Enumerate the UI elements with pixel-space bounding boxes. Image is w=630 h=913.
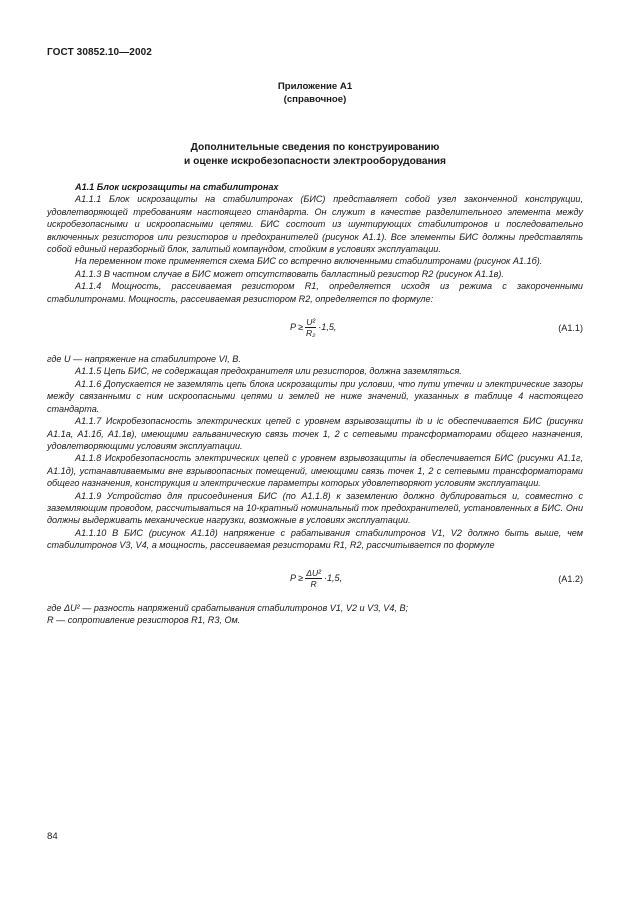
section-title-line2: и оценке искробезопасности электрооборудования [184, 155, 446, 167]
appendix-heading [47, 81, 583, 106]
paragraph-a1-1-6: А1.1.6 Допускается не заземлять цепь блока искрозащиты при условии, что пути утечки и электрические зазоры между связанными с ним искроопасными цепями и землей не ниже значений, указанных в таблице 4 настоящего стандарта. [47, 378, 583, 414]
paragraph-a1-1-8: А1.1.8 Искробезопасность электрических цепей с уровнем взрывозащиты ia обеспечивается БИС (рисунки А1.1г, А1.1д), устанавливаемыми вне взрывоопасных помещений, имеющими связь точек 1, 2 с сетевыми трансформаторами общего назначения, конструкция и электрические параметры которых удовлетворяют условиям эксплуатации. [47, 453, 583, 489]
formula-a1-1-fraction [305, 317, 316, 338]
formula-a1-1-factor: ·1,5, [318, 322, 337, 333]
formula-a1-1-denominator: R₂ [306, 328, 316, 339]
paragraph-a1-1-1: А1.1.1 Блок искрозащиты на стабилитронах (БИС) представляет собой узел законченной конструкции, удовлетворяющей требованиям настоящего стандарта. Он служит в качестве разделительного элемента между искробезопасными и искроопасными цепями. БИС состоит из шунтирующих стабилитронов и последовательно включенных резисторов или резисторов и предохранителей (рисунок А1.1). Все элементы БИС должны представлять собой единый неразборный блок, залитый компаундом, стойким в условиях эксплуатации. [47, 194, 583, 255]
paragraph-a1-1-7: А1.1.7 Искробезопасность электрических цепей с уровнем взрывозащиты ib и ic обеспечивается БИС (рисунки А1.1а, А1.1б, А1.1в), имеющими гальваническую связь точек 1, 2 с сетевыми трансформаторами общего назначения, удовлетворяющими условиям эксплуатации. [47, 416, 583, 451]
formula-a1-2-number: (А1.2) [558, 573, 583, 584]
paragraph-a1-1-1-ac: На переменном токе применяется схема БИС со встречно включенными стабилитронами (рисунок А1.1б). [75, 256, 543, 267]
formula-a1-1-expression [290, 317, 336, 338]
formula-a1-2-fraction [305, 568, 322, 589]
paragraph-a1-1-3: А1.1.3 В частном случае в БИС может отсутствовать балластный резистор R2 (рисунок А1.1в). [75, 268, 504, 279]
formula-a1-1-legend: где U — напряжение на стабилитроне VI, В. [47, 354, 241, 365]
formula-a1-1 [47, 311, 583, 343]
formula-a1-2-numerator: ΔU² [306, 567, 321, 578]
page-number: 84 [47, 831, 58, 842]
formula-a1-1-numerator: U² [306, 317, 316, 328]
formula-a1-2 [47, 562, 583, 594]
formula-a1-2-legend-2: R — сопротивление резисторов R1, R3, Ом. [47, 614, 241, 625]
paragraph-a1-1-4: А1.1.4 Мощность, рассеиваемая резистором R1, определяется исходя из режима с закороченными стабилитронами. Мощность, рассеиваемая резистором R2, определяется по формуле: [47, 281, 583, 304]
paragraph-a1-1-9: А1.1.9 Устройство для присоединения БИС (по А1.1.8) к заземлению должно дублироваться и, совместно с заземляющим проводом, рассчитываться на 10-кратный номинальный ток предохранителей, установленных в БИС. Они должны выдерживать механические нагрузки, возможные в условиях эксплуатации. [47, 490, 583, 526]
formula-a1-1-lhs: P ≥ [290, 322, 304, 333]
standard-header: ГОСТ 30852.10—2002 [47, 47, 152, 58]
formula-a1-1-number: (А1.1) [558, 323, 583, 334]
subsection-heading: А1.1 Блок искрозащиты на стабилитронах [75, 182, 279, 192]
formula-a1-2-legend-1: где ΔU² — разность напряжений срабатывания стабилитронов V1, V2 и V3, V4, В; [47, 602, 409, 613]
formula-a1-2-denominator: R [310, 578, 317, 589]
section-title [47, 141, 583, 168]
formula-a1-2-lhs: P ≥ [290, 572, 304, 583]
paragraph-a1-1-5: А1.1.5 Цепь БИС, не содержащая предохранителя или резисторов, должна заземляться. [75, 366, 462, 377]
paragraph-a1-1-10: А1.1.10 В БИС (рисунок А1.1д) напряжение с рабатывания стабилитронов V1, V2 должно быть выше, чем стабилитронов V3, V4, а мощность, рассеиваемая резисторами R1, R2, рассчитывается по формуле [47, 527, 583, 551]
section-title-line1: Дополнительные сведения по конструированию [190, 142, 440, 153]
formula-a1-2-factor: ·1,5, [323, 572, 343, 583]
appendix-title: Приложение А1 [277, 81, 353, 92]
document-body [47, 181, 583, 626]
appendix-subtitle: (справочное) [283, 93, 347, 105]
formula-a1-2-expression [290, 568, 342, 589]
